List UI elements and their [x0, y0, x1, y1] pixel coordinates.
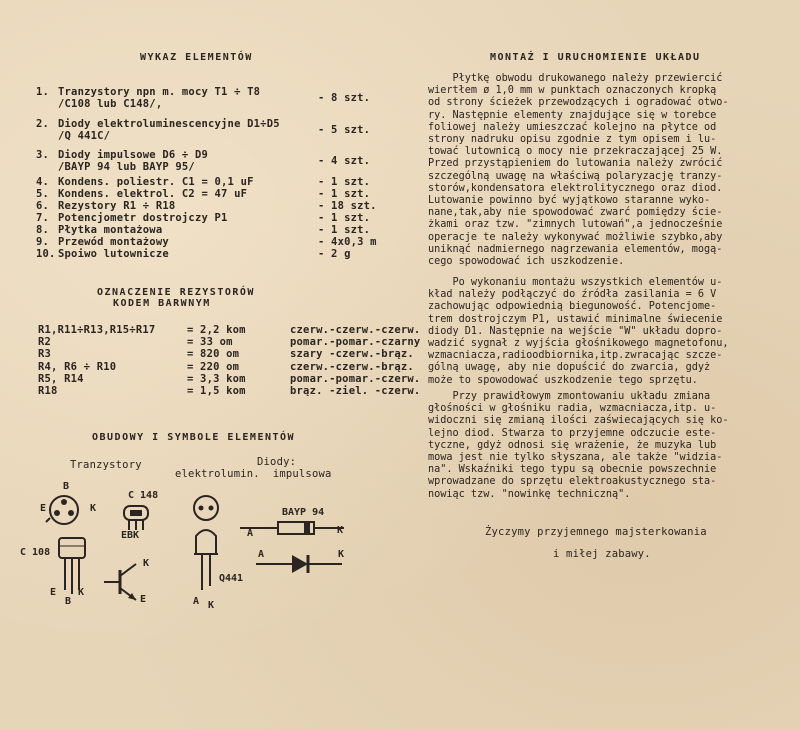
c108-package-icon — [55, 534, 95, 604]
parts-item-quantity: - 4 szt. — [318, 155, 371, 167]
bayp-label: BAYP 94 — [282, 507, 325, 518]
paragraph-line: tować lutownicą o mocy nie przekraczającej 25 W. — [428, 146, 723, 158]
paragraph-line: foliowej należy umieszczać kolejno na płytce od — [428, 121, 717, 133]
bayp-package-icon — [240, 518, 350, 538]
parts-item-number: 5. — [36, 188, 50, 200]
diode-symbol-pin-k-label: K — [338, 549, 345, 560]
parts-item-name: Kondens. poliestr. C1 = 0,1 uF — [58, 176, 254, 188]
led-pin-k-label: K — [208, 600, 215, 611]
transistors-label: Tranzystory — [70, 459, 142, 471]
paragraph-line: cego spowodować ich uszkodzenie. — [428, 256, 625, 268]
paragraph-line: diody D1. Następnie na wejście "W" układu dopro- — [428, 325, 723, 337]
parts-item-number: 7. — [36, 212, 50, 224]
diodes-sub-label: elektrolumin. impulsowa — [175, 468, 332, 480]
diode-symbol-pin-a-label: A — [258, 549, 265, 560]
resistor-color-code: czerw.-czerw.-brąz. — [290, 360, 414, 373]
paragraph-line: lejno diod. Stwarza to przyjemne odczucie este- — [428, 427, 717, 439]
parts-item-number: 1. — [36, 86, 50, 98]
closing-line-1: Życzymy przyjemnego majsterkowania — [485, 526, 707, 538]
paragraph-line: Lutowanie powinno być wyjątkowo staranne wyko- — [428, 195, 711, 207]
pin-e-label: E — [40, 503, 47, 514]
assembly-paragraph-1 — [428, 73, 768, 268]
paragraph-line: głośności w głośniku radia, wzmacniacza,itp. u- — [428, 403, 717, 415]
paragraph-line: Po wykonaniu montażu wszystkich elementów u- — [428, 277, 723, 288]
parts-item-name: Kondens. elektrol. C2 = 47 uF — [58, 188, 248, 200]
paragraph-line: wzmacniacza,radioodbiornika,itp.zwracając szcze- — [428, 350, 723, 362]
c108-pin-e-label: E — [50, 587, 57, 598]
resistor-value: = 3,3 kom — [187, 372, 246, 385]
c148-label: C 148 — [128, 490, 159, 501]
parts-item-name: Diody elektroluminescencyjne D1÷D5 — [58, 118, 280, 130]
parts-list-title: WYKAZ ELEMENTÓW — [140, 52, 253, 63]
closing-line-2: i miłej zabawy. — [553, 548, 651, 560]
resistor-color-code: pomar.-pomar.-czarny — [290, 336, 421, 349]
parts-item-name: Potencjometr dostrojczy P1 — [58, 212, 228, 224]
resistor-value: = 2,2 kom — [187, 324, 246, 336]
parts-item-name: Spoiwo lutownicze — [58, 248, 169, 260]
paragraph-line: żkami oraz tzw. "zimnych lutowań",a jednocześnie — [428, 219, 723, 231]
parts-item-detail: /Q 441C/ — [58, 130, 111, 142]
parts-item-quantity: - 1 szt. — [318, 176, 371, 188]
housing-title: OBUDOWY I SYMBOLE ELEMENTÓW — [92, 432, 296, 443]
led-side-view-icon — [188, 524, 228, 604]
parts-item-number: 3. — [36, 149, 50, 161]
paragraph-line: na". Wskaźniki tego typu są obecnie powszechnie — [428, 464, 717, 476]
paragraph-line: szczególną uwagę na właściwą polaryzację tranzy- — [428, 170, 723, 182]
resistor-designator: R3 — [38, 348, 52, 361]
resistor-value: = 1,5 kom — [187, 385, 246, 397]
paragraph-line: Płytkę obwodu drukowanego należy przewiercić — [428, 73, 723, 84]
resistor-designator: R4, R6 ÷ R10 — [38, 360, 117, 373]
assembly-title: MONTAŻ I URUCHOMIENIE UKŁADU — [490, 52, 701, 63]
resistor-color-code: pomar.-pomar.-czerw. — [290, 372, 421, 385]
bayp-pin-a-label: A — [247, 528, 254, 539]
symbol-pin-k-label: K — [143, 558, 150, 569]
parts-item-quantity: - 18 szt. — [318, 200, 377, 212]
resistor-value: = 820 om — [187, 348, 240, 361]
parts-item-number: 6. — [36, 200, 50, 212]
diodes-label: Diody: — [257, 456, 297, 468]
parts-item-name: Diody impulsowe D6 ÷ D9 — [58, 149, 208, 161]
parts-item-name: Rezystory R1 ÷ R18 — [58, 200, 176, 212]
parts-item-name: Tranzystory npn m. mocy T1 ÷ T8 — [58, 86, 261, 98]
resistor-color-code: szary -czerw.-brąz. — [290, 348, 414, 361]
resistor-designator: R2 — [38, 336, 52, 349]
q441-label: Q441 — [219, 573, 244, 584]
paragraph-line: kład należy podłączyć do źródła zasilania = 6 V — [428, 289, 717, 301]
parts-item-quantity: - 5 szt. — [318, 124, 371, 136]
parts-item-detail: /BAYP 94 lub BAYP 95/ — [58, 161, 195, 173]
assembly-paragraph-2 — [428, 277, 768, 387]
parts-item-name: Przewód montażowy — [58, 236, 169, 248]
paragraph-line: od strony ścieżek przewodzących i ogradować otwo- — [428, 97, 729, 109]
paragraph-line: widoczni się zmianą ilości zaświecających się ko- — [428, 415, 729, 427]
paragraph-line: może to spowodować uszkodzenie tego sprzętu. — [428, 374, 698, 386]
paragraph-line: wiertłem ø 1,0 mm w punktach oznaczonych kropką — [428, 85, 717, 97]
symbol-pin-e-label: E — [140, 594, 147, 605]
pin-k-label: K — [90, 503, 97, 514]
parts-item-number: 8. — [36, 224, 50, 236]
paragraph-line: nowiąc tzw. "nowinkę techniczną". — [428, 488, 631, 500]
paragraph-line: Przed przystąpieniem do lutowania należy zwrócić — [428, 158, 723, 170]
parts-item-quantity: - 1 szt. — [318, 188, 371, 200]
resistor-designator: R5, R14 — [38, 372, 84, 385]
paragraph-line: trem dostrojczym P1, ustawić minimalne świecenie — [428, 313, 723, 325]
c108-pin-k-label: K — [78, 587, 85, 598]
paragraph-line: uniknąć nadmiernego nagrzewania elementów, mogą- — [428, 243, 723, 255]
paragraph-line: ry. Następnie elementy znajdujące się w torebce — [428, 109, 717, 121]
parts-item-number: 10. — [36, 248, 56, 260]
resistor-color-code: brąz. -ziel. -czerw. — [290, 385, 421, 397]
paragraph-line: zachowując odpowiednią biegunowość. Potencjome- — [428, 301, 717, 313]
paragraph-line: wprowadzane do sprzętu elektroakustycznego sta- — [428, 476, 717, 488]
paragraph-line: tyczne, gdyż odnosi się wrażenie, że muzyka lub — [428, 439, 717, 451]
parts-item-number: 9. — [36, 236, 50, 248]
parts-item-quantity: - 8 szt. — [318, 92, 371, 104]
c108-label: C 108 — [20, 547, 51, 558]
c148-pins-label: EBK — [121, 530, 140, 541]
paragraph-line: storów,kondensatora elektrolitycznego oraz diod. — [428, 182, 723, 194]
parts-item-quantity: - 2 g — [318, 248, 351, 260]
paragraph-line: gólną uwagę, aby nie dopuścić do zwarcia, gdyż — [428, 362, 711, 374]
paragraph-line: nane,tak,aby nie spowodować zwarć pomiędzy ście- — [428, 207, 723, 219]
resistor-designator: R18 — [38, 385, 58, 397]
parts-item-number: 4. — [36, 176, 50, 188]
resistor-code-title-1: OZNACZENIE REZYSTORÓW — [97, 287, 255, 298]
bayp-pin-k-label: K — [337, 525, 344, 536]
paragraph-line: operacje te należy wykonywać możliwie szybko,aby — [428, 231, 723, 243]
parts-item-quantity: - 1 szt. — [318, 212, 371, 224]
parts-item-quantity: - 1 szt. — [318, 224, 371, 236]
paragraph-line: Przy prawidłowym zmontowaniu układu zmiana — [428, 391, 711, 402]
paragraph-line: strony nadruku opisu zgodnie z tym opisem i lu- — [428, 134, 717, 146]
parts-item-quantity: - 4x0,3 m — [318, 236, 377, 248]
resistor-designator: R1,R11÷R13,R15÷R17 — [38, 324, 156, 336]
paragraph-line: wadzić sygnał z wyjścia głośnikowego magnetofonu, — [428, 338, 729, 350]
pin-b-label: B — [63, 481, 70, 492]
resistor-value: = 220 om — [187, 360, 240, 373]
diode-symbol-icon — [256, 552, 366, 576]
assembly-paragraph-3 — [428, 391, 768, 501]
resistor-code-title-2: KODEM BARWNYM — [113, 298, 211, 309]
paragraph-line: mowa jest nie tylko słyszana, ale także "widzia- — [428, 452, 723, 464]
parts-item-number: 2. — [36, 118, 50, 130]
resistor-value: = 33 om — [187, 336, 233, 349]
c108-pin-b-label: B — [65, 596, 72, 607]
resistor-color-code: czerw.-czerw.-czerw. — [290, 324, 421, 336]
led-pin-a-label: A — [193, 596, 200, 607]
parts-item-name: Płytka montażowa — [58, 224, 163, 236]
parts-item-detail: /C108 lub C148/, — [58, 98, 163, 110]
